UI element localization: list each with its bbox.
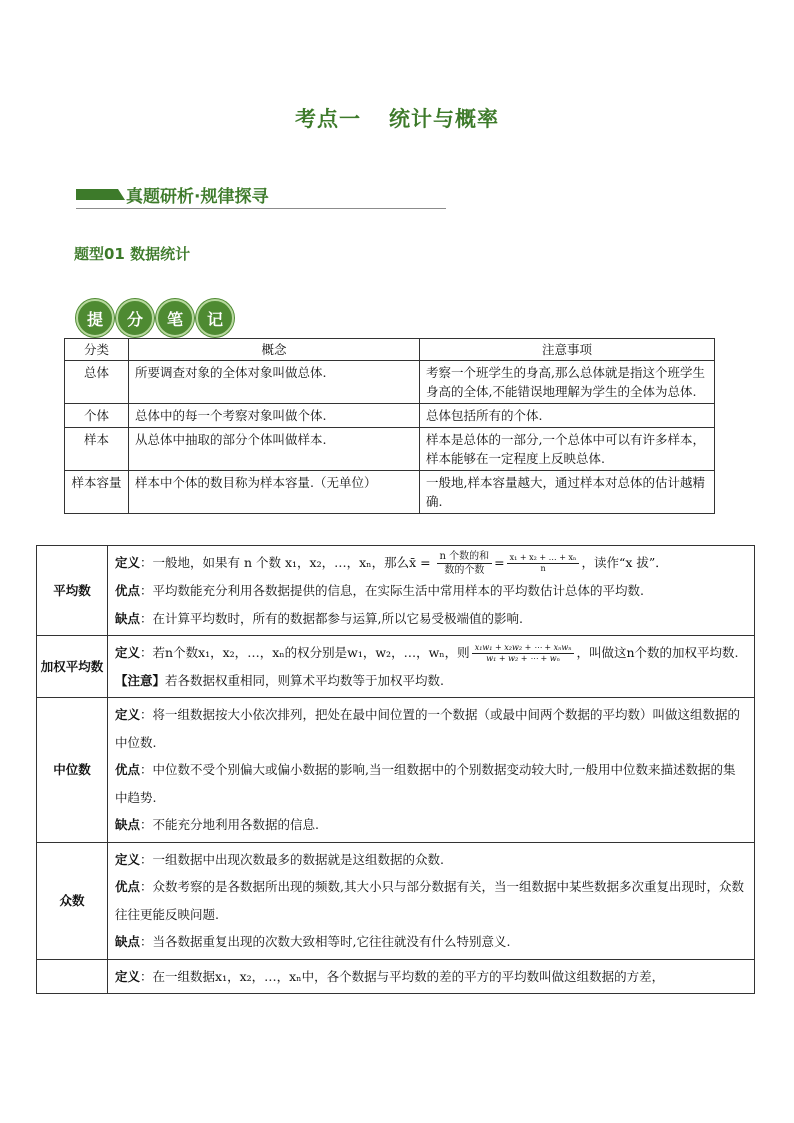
row-category: 平均数 — [37, 546, 108, 636]
row-content — [108, 546, 755, 636]
badge-ji: 记 — [196, 299, 234, 337]
advantage-text: ：众数考察的是各数据所出现的频数,其大小只与部分数据有关，当一组数据中某些数据多次重复出现时，众数往往更能反映问题. — [115, 879, 744, 922]
note-label: 【注意】 — [115, 672, 166, 688]
table-row — [65, 471, 715, 514]
row-category: 总体 — [65, 361, 129, 404]
row-category: 加权平均数 — [37, 636, 108, 698]
disadvantage-label: 缺点 — [115, 934, 141, 949]
disadvantage-line — [115, 811, 747, 839]
fraction-weighted — [472, 643, 575, 664]
table-row-weighted-mean — [37, 636, 755, 698]
disadvantage-label: 缺点 — [115, 817, 141, 832]
section-bar-icon — [76, 189, 118, 200]
row-category: 样本容量 — [65, 471, 129, 514]
table-row-variance — [37, 959, 755, 994]
row-note: 样本是总体的一部分,一个总体中可以有许多样本，样本能够在一定程度上反映总体. — [420, 428, 715, 471]
disadvantage-line — [115, 928, 747, 956]
definition-text: ：一组数据中出现次数最多的数据就是这组数据的众数. — [140, 851, 444, 867]
row-category: 样本 — [65, 428, 129, 471]
disadvantage-line — [115, 605, 747, 633]
row-concept: 所要调查对象的全体对象叫做总体. — [129, 361, 420, 404]
advantage-line — [115, 756, 747, 811]
definition-label: 定义 — [115, 851, 141, 867]
header-category: 分类 — [65, 339, 129, 361]
row-concept: 总体中的每一个考察对象叫做个体. — [129, 404, 420, 428]
row-category — [37, 959, 108, 994]
fraction-numerator: x₁ + x₂ + … + xₙ — [507, 553, 580, 564]
concept-table-header — [65, 339, 715, 361]
header-note: 注意事项 — [420, 339, 715, 361]
section-heading: 真题研析·规律探寻 — [126, 187, 269, 207]
row-content — [108, 959, 755, 994]
table-row-mean — [37, 546, 755, 636]
row-note: 一般地,样本容量越大，通过样本对总体的估计越精确. — [420, 471, 715, 514]
title-part-1: 考点一 — [295, 107, 361, 131]
advantage-text: ：中位数不受个别偏大或偏小数据的影响,当一组数据中的个别数据变动较大时,一般用中位数来描述数据的集中趋势. — [115, 762, 736, 805]
note-text: 若各数据权重相同，则算术平均数等于加权平均数. — [165, 672, 444, 688]
header-concept: 概念 — [129, 339, 420, 361]
definition-text: ：若n个数x₁，x₂，…，xₙ的权分别是w₁，w₂，…，wₙ，则 — [140, 645, 470, 660]
definition-line — [115, 846, 747, 874]
fraction-numerator: x₁w₁ + x₂w₂ + ⋯ + xₙwₙ — [472, 643, 575, 654]
section-header — [76, 180, 446, 209]
disadvantage-text: ：在计算平均数时，所有的数据都参与运算,所以它易受极端值的影响. — [140, 610, 523, 626]
statistics-table — [36, 545, 755, 994]
table-row — [65, 404, 715, 428]
badge-fen: 分 — [116, 299, 154, 337]
fraction-formula — [507, 553, 580, 574]
disadvantage-text: ：当各数据重复出现的次数大致相等时,它往往就没有什么特别意义. — [140, 934, 511, 949]
concept-table — [64, 338, 715, 514]
title-part-2: 统计与概率 — [389, 107, 499, 131]
note-badges — [76, 299, 234, 337]
definition-label: 定义 — [115, 645, 141, 660]
row-category: 个体 — [65, 404, 129, 428]
definition-text: ：将一组数据按大小依次排列，把处在最中间位置的一个数据（或最中间两个数据的平均数）叫做这组数据的中位数. — [115, 707, 741, 750]
definition-line — [115, 701, 747, 756]
row-concept: 样本中个体的数目称为样本容量.（无单位） — [129, 471, 420, 514]
row-concept: 从总体中抽取的部分个体叫做样本. — [129, 428, 420, 471]
disadvantage-text: ：不能充分地利用各数据的信息. — [140, 817, 319, 832]
definition-line — [115, 639, 747, 667]
badge-ti: 提 — [76, 299, 114, 337]
row-content — [108, 636, 755, 698]
table-row-mode — [37, 842, 755, 959]
question-type-heading: 题型01 数据统计 — [74, 245, 191, 263]
definition-line: 定义：一般地，如果有 n 个数 x₁，x₂，…，xₙ，那么x̄ = $\frac{\text{n 个数的和}}{\text{数的个数}}$ = $\frac{\text{x₁ + x₂ + … + xₙ}}{n}$ ，读作“x 拔”． — [115, 551, 668, 576]
definition-text-end: ，叫做这n个数的加权平均数. — [576, 645, 739, 660]
fraction-numerator: n 个数的和 — [437, 550, 493, 564]
definition-text: ：一般地，如果有 n 个数 x₁，x₂，…，xₙ，那么x̄ = — [140, 555, 431, 570]
row-content — [108, 698, 755, 843]
fraction-sum-over-count — [437, 550, 493, 577]
definition-label: 定义 — [115, 555, 141, 570]
badge-bi: 笔 — [156, 299, 194, 337]
table-row-median — [37, 698, 755, 843]
row-note: 考察一个班学生的身高,那么总体就是指这个班学生身高的全体,不能错误地理解为学生的全体为总体. — [420, 361, 715, 404]
definition-label: 定义 — [115, 968, 141, 984]
advantage-label: 优点 — [115, 879, 141, 894]
definition-line — [115, 963, 747, 991]
page-title — [0, 103, 794, 133]
row-category: 众数 — [37, 842, 108, 959]
advantage-line — [115, 577, 747, 605]
fraction-denominator: w₁ + w₂ + ⋯ + wₙ — [486, 654, 560, 663]
fraction-denominator: n — [540, 564, 546, 573]
advantage-text: ：平均数能充分利用各数据提供的信息，在实际生活中常用样本的平均数估计总体的平均数. — [140, 583, 644, 598]
row-content — [108, 842, 755, 959]
advantage-line — [115, 873, 747, 928]
table-row — [65, 428, 715, 471]
fraction-denominator: 数的个数 — [444, 565, 485, 576]
table-row — [65, 361, 715, 404]
definition-label: 定义 — [115, 707, 141, 722]
definition-text-end: ，读作“x 拔”． — [581, 555, 668, 570]
row-category: 中位数 — [37, 698, 108, 843]
advantage-label: 优点 — [115, 583, 141, 598]
note-line — [115, 667, 747, 695]
disadvantage-label: 缺点 — [115, 610, 141, 626]
advantage-label: 优点 — [115, 762, 141, 777]
row-note: 总体包括所有的个体. — [420, 404, 715, 428]
definition-text: ：在一组数据x₁，x₂，…，xₙ中，各个数据与平均数的差的平方的平均数叫做这组数据的方差， — [140, 968, 665, 984]
